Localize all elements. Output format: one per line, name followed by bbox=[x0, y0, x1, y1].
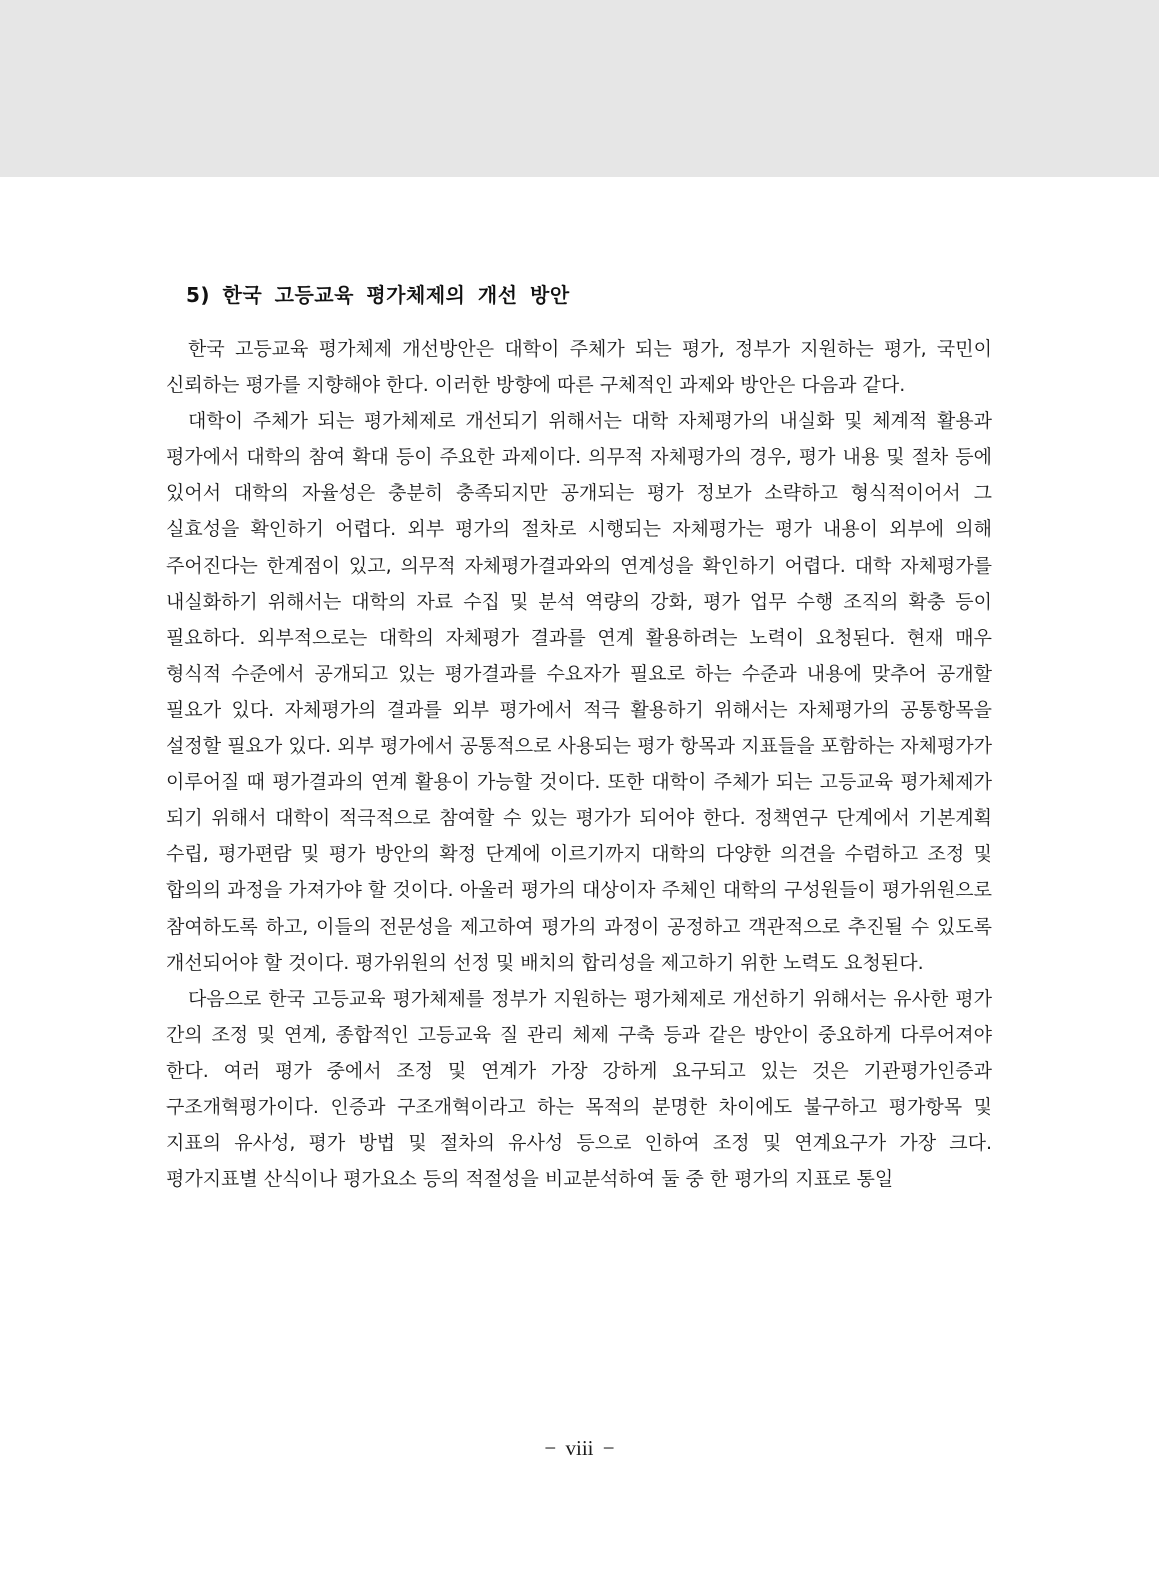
body-text bbox=[166, 331, 992, 1197]
section-heading: 5) 한국 고등교육 평가체제의 개선 방안 bbox=[186, 283, 570, 307]
page-number: − viii − bbox=[544, 1436, 615, 1460]
paragraph-university-led: 대학이 주체가 되는 평가체제로 개선되기 위해서는 대학 자체평가의 내실화 및 체계적 활용과 평가에서 대학의 참여 확대 등이 주요한 과제이다. 의무적 자체평가의 경우, 평가 내용 및 절차 등에 있어서 대학의 자율성은 충분히 충족되지만 공개되는 평가 정보가 소략하고 형식적이어서 그 실효성을 확인하기 어렵다. 외부 평가의 절차로 시행되는 자체평가는 평가 내용이 외부에 의해 주어진다는 한계점이 있고, 의무적 자체평가결과와의 연계성을 확인하기 어렵다. 대학 자체평가를 내실화하기 위해서는 대학의 자료 수집 및 분석 역량의 강화, 평가 업무 수행 조직의 확충 등이 필요하다. 외부적으로는 대학의 자체평가 결과를 연계 활용하려는 노력이 요청된다. 현재 매우 형식적 수준에서 공개되고 있는 평가결과를 수요자가 필요로 하는 수준과 내용에 맞추어 공개할 필요가 있다. 자체평가의 결과를 외부 평가에서 적극 활용하기 위해서는 자체평가의 공통항목을 설정할 필요가 있다. 외부 평가에서 공통적으로 사용되는 평가 항목과 지표들을 포함하는 자체평가가 이루어질 때 평가결과의 연계 활용이 가능할 것이다. 또한 대학이 주체가 되는 고등교육 평가체제가 되기 위해서 대학이 적극적으로 참여할 수 있는 평가가 되어야 한다. 정책연구 단계에서 기본계획 수립, 평가편람 및 평가 방안의 확정 단계에 이르기까지 대학의 다양한 의견을 수렴하고 조정 및 합의의 과정을 가져가야 할 것이다. 아울러 평가의 대상이자 주체인 대학의 구성원들이 평가위원으로 참여하도록 하고, 이들의 전문성을 제고하여 평가의 과정이 공정하고 객관적으로 추진될 수 있도록 개선되어야 할 것이다. 평가위원의 선정 및 배치의 합리성을 제고하기 위한 노력도 요청된다. bbox=[166, 410, 992, 974]
header-band bbox=[0, 0, 1159, 177]
paragraph-intro: 한국 고등교육 평가체제 개선방안은 대학이 주체가 되는 평가, 정부가 지원하는 평가, 국민이 신뢰하는 평가를 지향해야 한다. 이러한 방향에 따른 구체적인 과제와 방안은 다음과 같다. bbox=[166, 338, 992, 397]
paragraph-government-supported: 다음으로 한국 고등교육 평가체제를 정부가 지원하는 평가체제로 개선하기 위해서는 유사한 평가 간의 조정 및 연계, 종합적인 고등교육 질 관리 체제 구축 등과 같은 방안이 중요하게 다루어져야 한다. 여러 평가 중에서 조정 및 연계가 가장 강하게 요구되고 있는 것은 기관평가인증과 구조개혁평가이다. 인증과 구조개혁이라고 하는 목적의 분명한 차이에도 불구하고 평가항목 및 지표의 유사성, 평가 방법 및 절차의 유사성 등으로 인하여 조정 및 연계요구가 가장 크다. 평가지표별 산식이나 평가요소 등의 적절성을 비교분석하여 둘 중 한 평가의 지표로 통일 bbox=[166, 987, 992, 1191]
